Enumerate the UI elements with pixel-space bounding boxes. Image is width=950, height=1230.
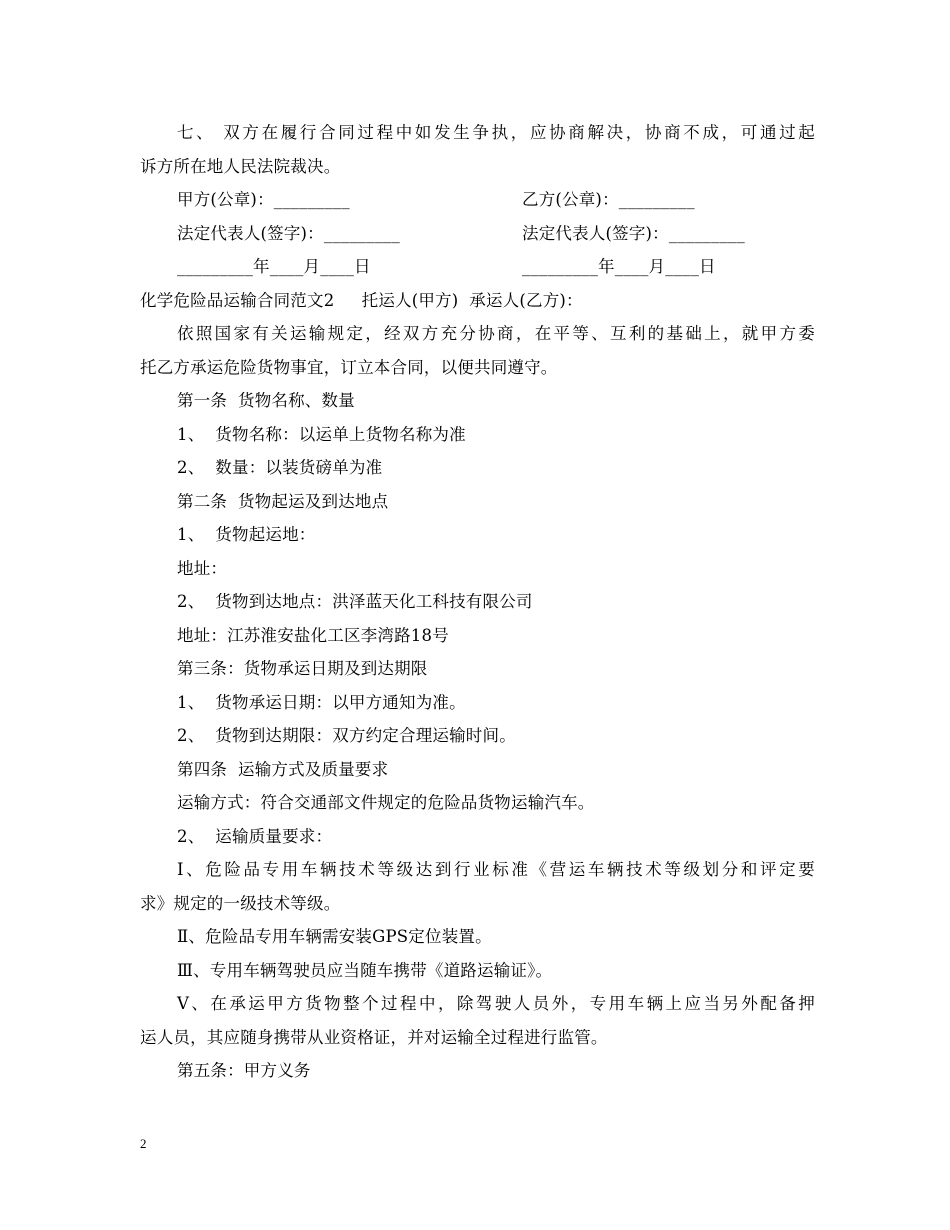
party-a-field: _________年____月____日	[177, 257, 371, 276]
text-line: 第二条 货物起运及到达地点	[177, 491, 389, 511]
text-line: 运输方式：符合交通部文件规定的危险品货物运输汽车。	[177, 793, 595, 812]
text-line: 2、 货物到达地点：洪泽蓝天化工科技有限公司	[177, 592, 533, 611]
paragraph-continuation: 求》规定的一级技术等级。	[140, 893, 341, 913]
paragraph-line	[140, 853, 815, 887]
text-line: 地址：江苏淮安盐化工区李湾路18号	[177, 625, 449, 645]
party-a-field: 甲方(公章)：_________	[177, 190, 350, 209]
signature-row	[140, 183, 815, 217]
text-line: 第三条：货物承运日期及到达期限	[177, 659, 428, 678]
text-line: 2、 数量：以装货磅单为准	[177, 458, 383, 477]
text-line: 第四条 运输方式及质量要求	[177, 759, 389, 779]
paragraph-continuation: 托乙方承运危险货物事宜，订立本合同，以便共同遵守。	[140, 357, 558, 377]
party-b-field: 乙方(公章)：_________	[522, 190, 695, 209]
text-line: 1、 货物起运地：	[177, 525, 316, 544]
text-line: 2、 运输质量要求：	[177, 826, 333, 846]
text-line: 1、 货物名称：以运单上货物名称为准	[177, 424, 466, 444]
paragraph-continuation: 诉方所在地人民法院裁决。	[140, 156, 341, 176]
paragraph-continuation: 运人员，其应随身携带从业资格证，并对运输全过程进行监管。	[140, 1027, 608, 1047]
paragraph-text: 依照国家有关运输规定，经双方充分协商，在平等、互利的基础上，就甲方委	[177, 324, 815, 343]
party-b-field: 法定代表人(签字)：_________	[522, 223, 745, 243]
text-line: 第五条：甲方义务	[177, 1061, 311, 1080]
paragraph-text: Ⅰ、危险品专用车辆技术等级达到行业标准《营运车辆技术等级划分和评定要	[177, 860, 815, 879]
signature-row	[140, 250, 815, 284]
page-number: 2	[140, 1136, 147, 1151]
text-line: Ⅱ、危险品专用车辆需安装GPS定位装置。	[177, 927, 492, 946]
paragraph-line	[140, 987, 815, 1021]
party-b-field: _________年____月____日	[522, 257, 716, 276]
paragraph-line	[140, 116, 815, 150]
paragraph-text: 七、 双方在履行合同过程中如发生争执，应协商解决，协商不成，可通过起	[177, 123, 815, 142]
document-body	[140, 116, 815, 1088]
text-line: 2、 货物到达期限：双方约定合理运输时间。	[177, 726, 516, 745]
text-line: 地址：	[177, 558, 228, 578]
paragraph-line	[140, 317, 815, 351]
party-a-field: 法定代表人(签字)：_________	[177, 223, 400, 243]
paragraph-text: Ⅴ、在承运甲方货物整个过程中，除驾驶人员外，专用车辆上应当另外配备押	[177, 994, 815, 1013]
section-heading: 化学危险品运输合同范文2 托运人(甲方) 承运人(乙方)：	[140, 290, 583, 310]
text-line: 第一条 货物名称、数量	[177, 391, 355, 410]
text-line: Ⅲ、专用车辆驾驶员应当随车携带《道路运输证》。	[177, 960, 553, 980]
text-line: 1、 货物承运日期：以甲方通知为准。	[177, 692, 466, 712]
signature-row	[140, 217, 815, 251]
